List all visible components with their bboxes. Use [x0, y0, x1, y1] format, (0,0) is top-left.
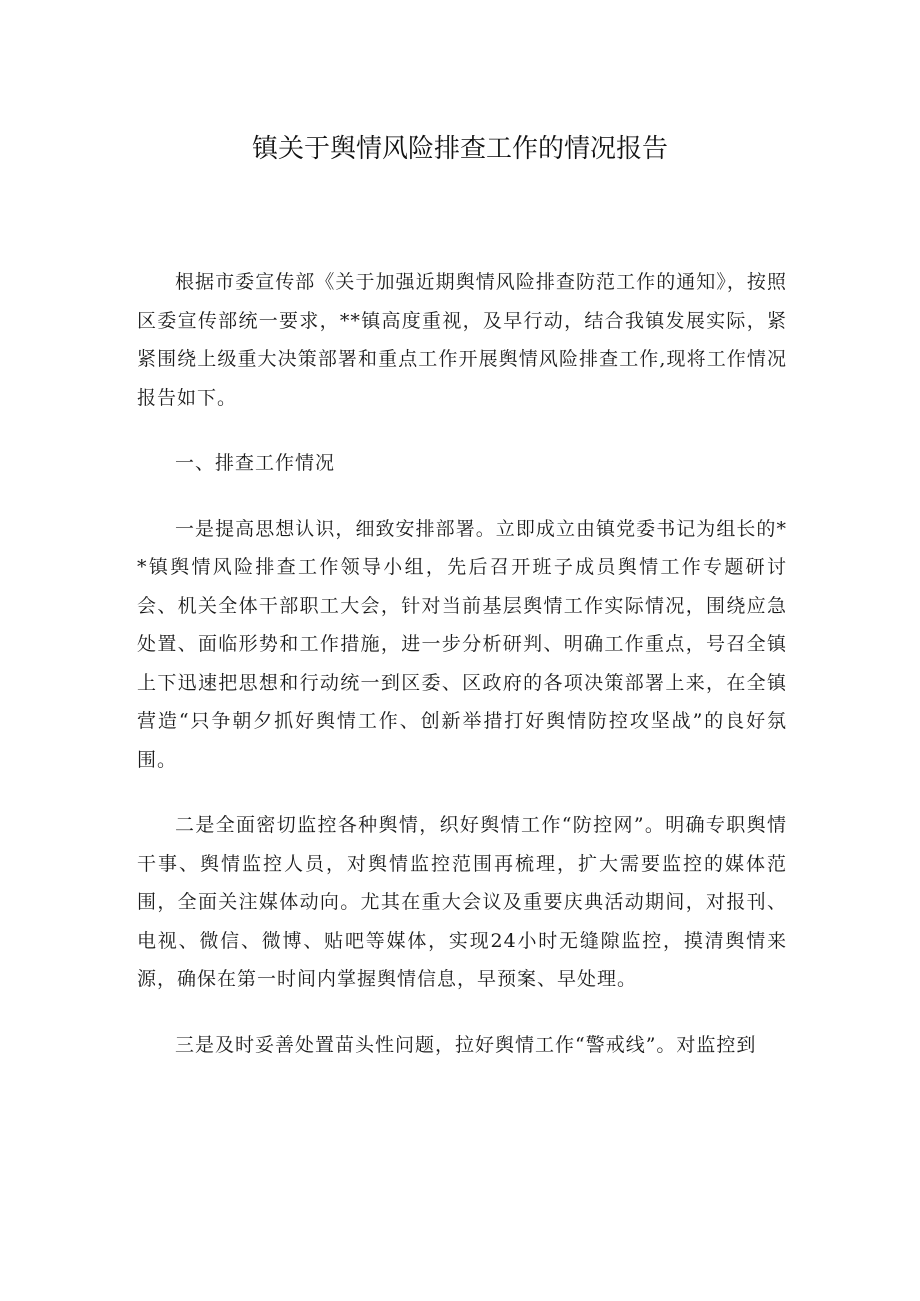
section-heading-1: 一、排查工作情况	[175, 452, 336, 474]
paragraph-point-1: 一是提高思想认识，细致安排部署。立即成立由镇党委书记为组长的**镇舆情风险排查工作领导小组，先后召开班子成员舆情工作专题研讨会、机关全体干部职工大会，针对当前基层舆情工作实际情况，围绕应急处置、面临形势和工作措施，进一步分析研判、明确工作重点，号召全镇上下迅速把思想和行动统一到区委、区政府的各项决策部署上来，在全镇营造“只争朝夕抓好舆情工作、创新举措打好舆情防控攻坚战”的良好氛围。	[137, 517, 787, 771]
paragraph-intro: 根据市委宣传部《关于加强近期舆情风险排查防范工作的通知》，按照区委宣传部统一要求，**镇高度重视，及早行动，结合我镇发展实际，紧紧围绕上级重大决策部署和重点工作开展舆情风险排查工作,现将工作情况报告如下。	[137, 271, 787, 409]
paragraph-point-3: 三是及时妥善处置苗头性问题，拉好舆情工作“警戒线”。对监控到	[175, 1033, 757, 1056]
paragraph-point-2: 二是全面密切监控各种舆情，织好舆情工作“防控网”。明确专职舆情干事、舆情监控人员，对舆情监控范围再梳理，扩大需要监控的媒体范围，全面关注媒体动向。尤其在重大会议及重要庆典活动期间，对报刊、电视、微信、微博、贴吧等媒体，实现24小时无缝隙监控，摸清舆情来源，确保在第一时间内掌握舆情信息，早预案、早处理。	[137, 814, 787, 990]
document-body	[137, 263, 787, 1064]
document-title: 镇关于舆情风险排查工作的情况报告	[251, 134, 668, 164]
